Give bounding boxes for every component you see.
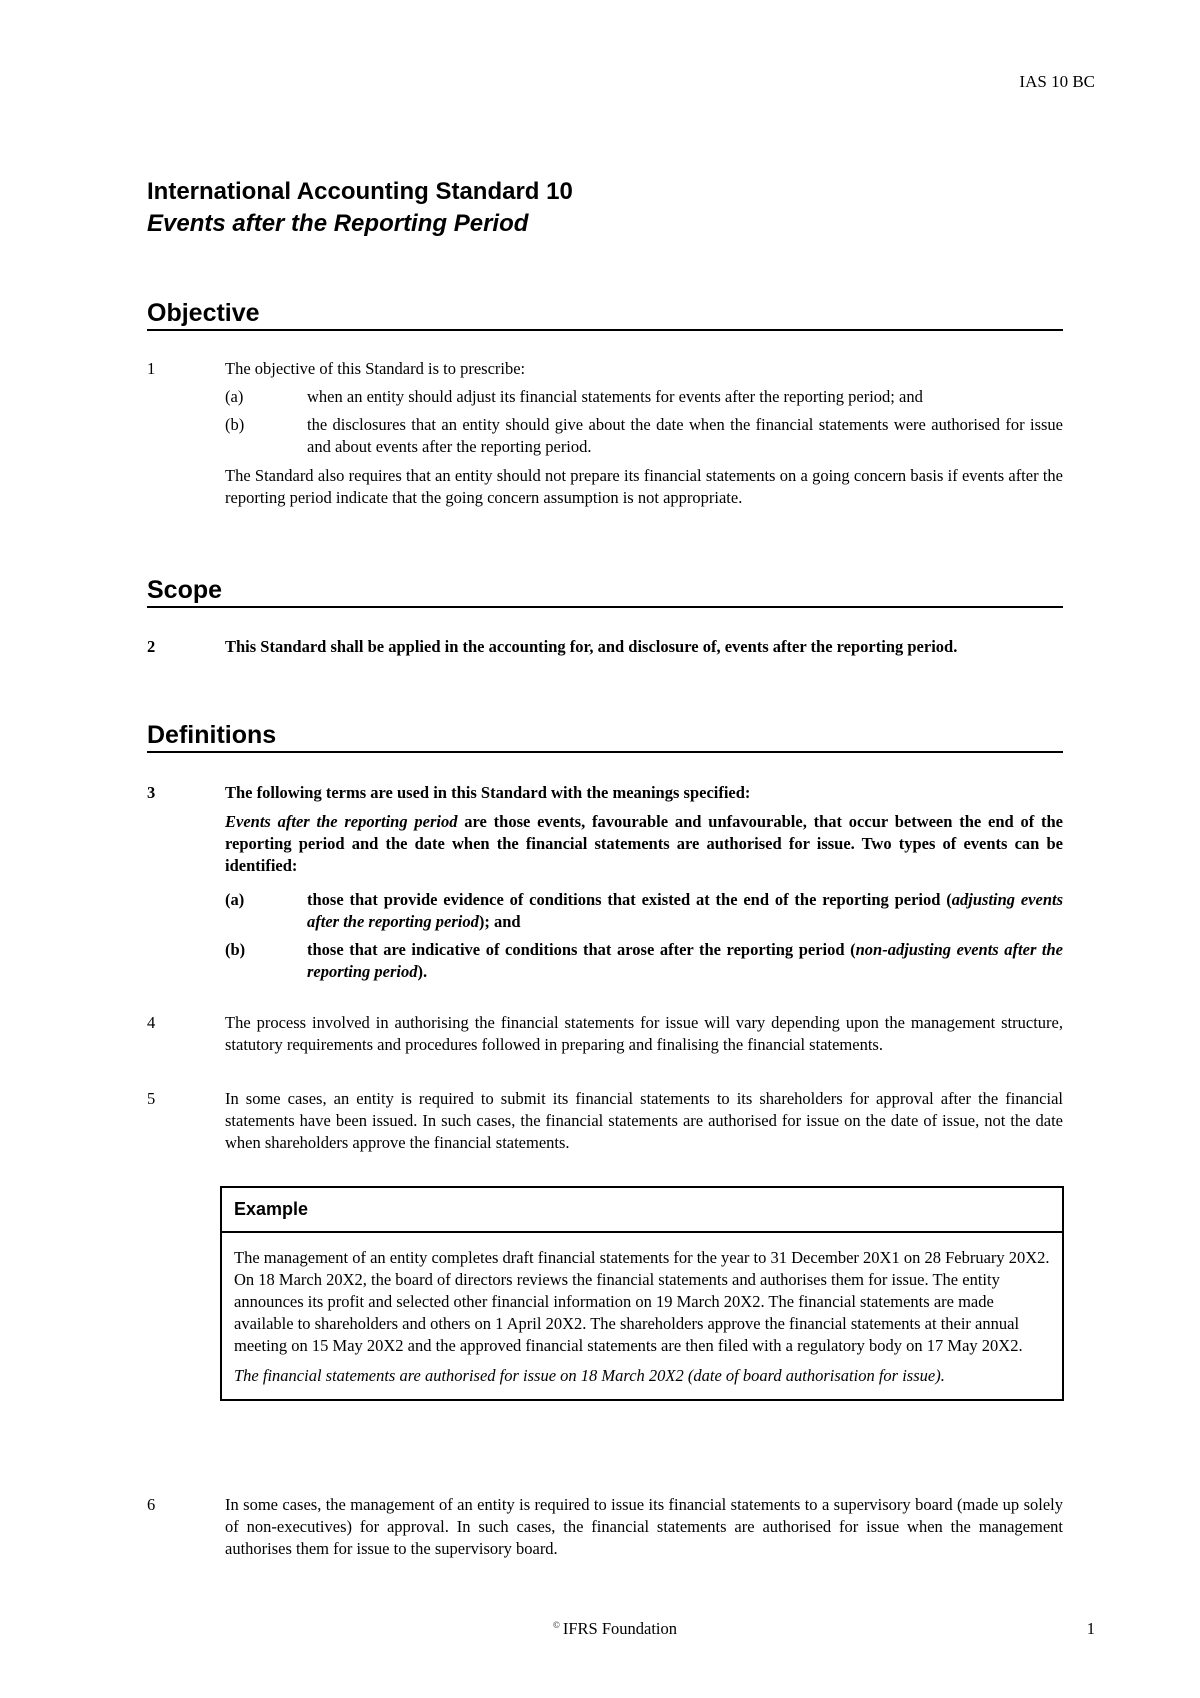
scope-heading: Scope <box>147 575 1063 608</box>
list-item <box>225 414 1063 458</box>
example-box <box>220 1186 1064 1401</box>
item-text-end: ); and <box>478 912 521 931</box>
paragraph-intro: The objective of this Standard is to prescribe: <box>225 359 526 378</box>
paragraph-number: 5 <box>147 1089 156 1108</box>
paragraph-5 <box>147 1088 1063 1154</box>
list-item-text: the disclosures that an entity should give about the date when the financial statements were authorised for issue and about events after the reporting period. <box>307 415 1063 456</box>
paragraph-closing: The Standard also requires that an entity should not prepare its financial statements on a going concern basis if events after the reporting period indicate that the going concern assumption is not appropriate. <box>225 466 1063 507</box>
list-item-text: when an entity should adjust its financial statements for events after the reporting period; and <box>307 387 923 406</box>
example-conclusion: The financial statements are authorised for issue on 18 March 20X2 (date of board authorisation for issue). <box>234 1366 945 1385</box>
item-text-start: those that provide evidence of conditions that existed at the end of the reporting period ( <box>307 890 952 909</box>
standard-title: International Accounting Standard 10 <box>147 178 573 205</box>
paragraph-number: 6 <box>147 1495 156 1514</box>
list-item <box>225 386 1063 408</box>
defined-term: Events after the reporting period <box>225 812 458 831</box>
paragraph-4 <box>147 1012 1063 1056</box>
definition-text <box>225 811 1063 877</box>
paragraph-text: In some cases, an entity is required to submit its financial statements to its shareholders for approval after the financial statements have been issued. In such cases, the financial statements are authorised for issue on the date of issue, not the date when shareholders approve the financial statements. <box>225 1089 1063 1152</box>
paragraph-number: 4 <box>147 1013 156 1032</box>
list-item-label: (a) <box>225 387 244 406</box>
paragraph-number: 2 <box>147 637 156 656</box>
list-item-label: (a) <box>225 890 245 909</box>
paragraph-text: This Standard shall be applied in the accounting for, and disclosure of, events after the reporting period. <box>225 637 958 656</box>
list-item <box>225 939 1063 983</box>
defined-term: non-adjusting events after the reporting period <box>307 940 1064 981</box>
paragraph-text: In some cases, the management of an entity is required to issue its financial statements to a supervisory board (made up solely of non-executives) for approval. In such cases, the financial statements are authorised for issue when the management authorises them for issue to the supervisory board. <box>225 1495 1063 1558</box>
paragraph-intro: The following terms are used in this Standard with the meanings specified: <box>225 783 751 802</box>
paragraph-6 <box>147 1494 1063 1560</box>
paragraph-1 <box>147 358 1063 509</box>
example-heading: Example <box>222 1188 1062 1233</box>
list-item-label: (b) <box>225 940 246 959</box>
list-item-text <box>307 889 1063 933</box>
running-head: IAS 10 BC <box>1019 72 1095 91</box>
list-item-text <box>307 939 1063 983</box>
copyright-text: IFRS Foundation <box>562 1619 677 1638</box>
example-body: The management of an entity completes draft financial statements for the year to 31 December 20X1 on 28 February 20X2. On 18 March 20X2, the board of directors reviews the financial statements and authorises them for issue. The entity announces its profit and selected other financial information on 19 March 20X2. The financial statements are made available to shareholders and others on 1 April 20X2. The shareholders approve the financial statements at their annual meeting on 15 May 20X2 and the approved financial statements are then filed with a regulatory body on 17 May 20X2. <box>234 1248 1050 1355</box>
paragraph-number: 1 <box>147 359 156 378</box>
document-title <box>147 176 573 240</box>
copyright-symbol: © <box>553 1620 560 1630</box>
paragraph-2 <box>147 636 1063 658</box>
definitions-heading: Definitions <box>147 720 1063 753</box>
page-number: 1 <box>1086 1619 1095 1638</box>
paragraph-3 <box>147 782 1063 983</box>
copyright-notice <box>553 1619 677 1639</box>
paragraph-number: 3 <box>147 783 156 802</box>
item-text-start: those that are indicative of conditions that arose after the reporting period ( <box>307 940 856 959</box>
definition-body: are those events, favourable and unfavourable, that occur between the end of the reporting period and the date when the financial statements are authorised for issue. Two types of events can be identified: <box>225 812 1063 875</box>
paragraph-text: The process involved in authorising the financial statements for issue will vary depending upon the management structure, statutory requirements and procedures followed in preparing and finalising the financial statements. <box>225 1013 1063 1054</box>
list-item <box>225 889 1063 933</box>
objective-heading: Objective <box>147 298 1063 331</box>
defined-term: adjusting events after the reporting period <box>307 890 1064 931</box>
item-text-end: ). <box>417 962 428 981</box>
standard-subtitle: Events after the Reporting Period <box>147 210 529 237</box>
list-item-label: (b) <box>225 415 245 434</box>
